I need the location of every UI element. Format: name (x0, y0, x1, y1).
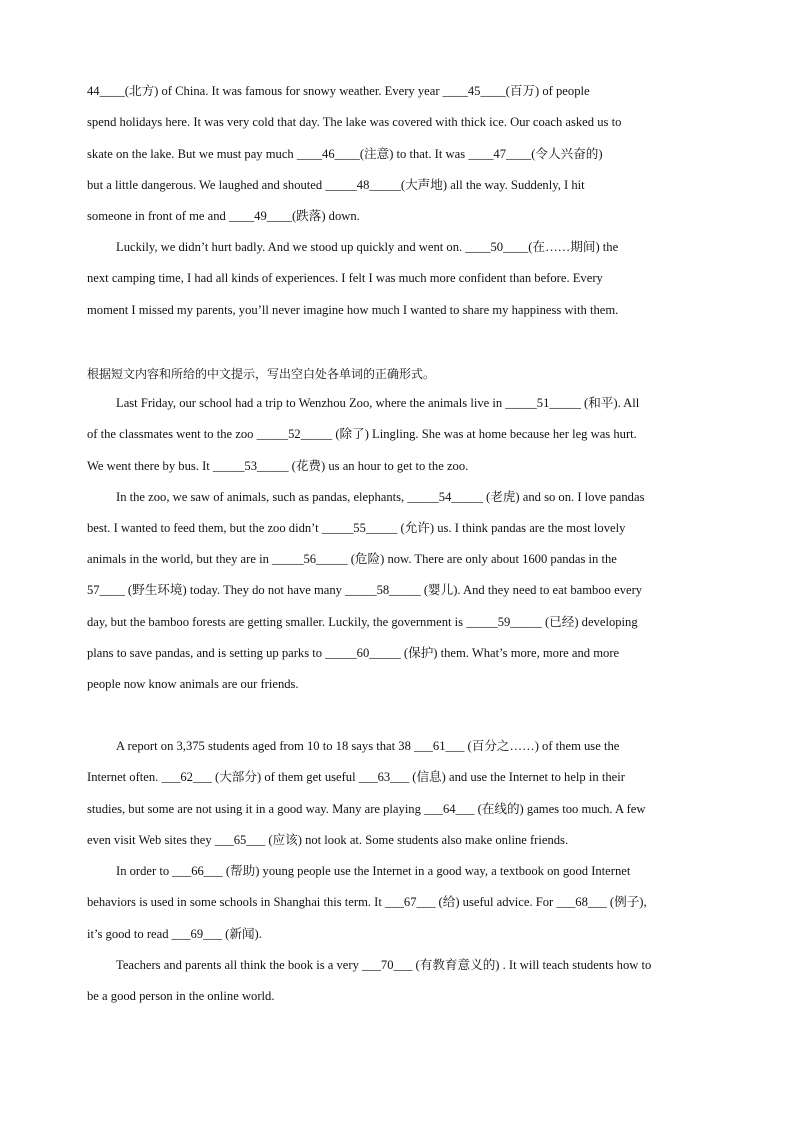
passage1-line-6: Luckily, we didn’t hurt badly. And we stood up quickly and went on. ____50____(在……期间) the (116, 240, 619, 254)
passage1-line-2: spend holidays here. It was very cold that day. The lake was covered with thick ice. Our coach asked us to (87, 115, 622, 129)
passage1-line-1: 44____(北方) of China. It was famous for snowy weather. Every year ____45____(百万) of people (87, 84, 590, 98)
passage2-line-10: people now know animals are our friends. (87, 677, 299, 691)
passage1-line-5: someone in front of me and ____49____(跌落) down. (87, 209, 360, 223)
passage3-line-1: A report on 3,375 students aged from 10 to 18 says that 38 ___61___ (百分之……) of them use the (116, 739, 620, 753)
passage2-line-4: In the zoo, we saw of animals, such as pandas, elephants, _____54_____ (老虎) and so on. I love pandas (116, 490, 645, 504)
passage2-line-9: plans to save pandas, and is setting up parks to _____60_____ (保护) them. What’s more, more and more (87, 646, 620, 660)
passage3-line-5: In order to ___66___ (帮助) young people use the Internet in a good way, a textbook on good Internet (116, 864, 631, 878)
passage3-line-6: behaviors is used in some schools in Shanghai this term. It ___67___ (给) useful advice. For ___68___ (例子), (87, 895, 647, 909)
instruction-text: 根据短文内容和所给的中文提示，写出空白处各单词的正确形式。 (87, 367, 436, 381)
passage1-line-7: next camping time, I had all kinds of experiences. I felt I was much more confident than before. Every (87, 271, 603, 285)
passage1-line-4: but a little dangerous. We laughed and shouted _____48_____(大声地) all the way. Suddenly, I hit (87, 178, 585, 192)
passage3-line-9: be a good person in the online world. (87, 989, 275, 1003)
passage2-line-7: 57____ (野生环境) today. They do not have many _____58_____ (婴儿). And they need to eat bamboo every (87, 583, 643, 597)
passage3-line-3: studies, but some are not using it in a good way. Many are playing ___64___ (在线的) games too much. A few (87, 802, 646, 816)
passage2-line-5: best. I wanted to feed them, but the zoo didn’t _____55_____ (允许) us. I think pandas are the most lovely (87, 521, 626, 535)
passage3-line-4: even visit Web sites they ___65___ (应该) not look at. Some students also make online friends. (87, 833, 569, 847)
passage3-line-8: Teachers and parents all think the book is a very ___70___ (有教育意义的) . It will teach students how to (116, 958, 652, 972)
passage3-line-7: it’s good to read ___69___ (新闻). (87, 927, 262, 941)
passage2-line-6: animals in the world, but they are in _____56_____ (危险) now. There are only about 1600 pandas in the (87, 552, 617, 566)
passage2-line-1: Last Friday, our school had a trip to Wenzhou Zoo, where the animals live in _____51_____ (和平). All (116, 396, 640, 410)
passage1-line-8: moment I missed my parents, you’ll never imagine how much I wanted to share my happiness with them. (87, 303, 619, 317)
passage2-line-3: We went there by bus. It _____53_____ (花费) us an hour to get to the zoo. (87, 459, 469, 473)
passage2-line-8: day, but the bamboo forests are getting smaller. Luckily, the government is _____59_____ (已经) developing (87, 615, 638, 629)
passage2-line-2: of the classmates went to the zoo _____52_____ (除了) Lingling. She was at home because her leg was hurt. (87, 427, 637, 441)
passage1-line-3: skate on the lake. But we must pay much ____46____(注意) to that. It was ____47____(令人兴奋的) (87, 147, 603, 161)
passage3-line-2: Internet often. ___62___ (大部分) of them get useful ___63___ (信息) and use the Internet to help in their (87, 770, 625, 784)
